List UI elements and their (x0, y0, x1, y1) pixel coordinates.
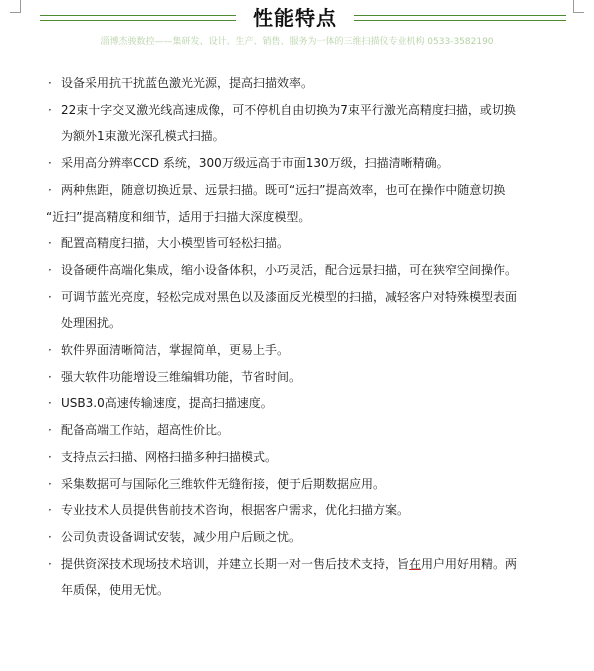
feature-item (48, 230, 568, 257)
feature-text-continuation: “近扫”提高精度和细节，适用于扫描大深度模型。 (46, 209, 311, 224)
feature-text: 用户用好用精。两 (421, 556, 518, 571)
feature-item (48, 97, 568, 150)
bullet-dot: · (48, 262, 52, 277)
feature-text: USB3.0高速传输速度，提高扫描速度。 (61, 396, 273, 411)
crop-mark-right (573, 0, 584, 13)
feature-item (48, 551, 568, 604)
feature-text: 设备硬件高端化集成，缩小设备体积，小巧灵活，配合远景扫描，可在狭窄空间操作。 (61, 262, 518, 277)
feature-text: 两种焦距，随意切换近景、远景扫描。既可“远扫”提高效率，也可在操作中随意切换 (61, 182, 506, 197)
bullet-dot: · (48, 396, 52, 411)
feature-text-continuation: 年质保，使用无忧。 (61, 583, 170, 598)
bullet-dot: · (48, 236, 52, 251)
feature-text: 采集数据可与国际化三维软件无缝衔接，便于后期数据应用。 (61, 476, 386, 491)
bullet-dot: · (48, 529, 52, 544)
feature-text: 配置高精度扫描，大小模型皆可轻松扫描。 (61, 236, 290, 251)
title-rule-left (40, 15, 236, 21)
bullet-dot: · (48, 503, 52, 518)
bullet-dot: · (48, 423, 52, 438)
feature-item (48, 364, 568, 391)
spellcheck-underlined-word: 在 (409, 556, 422, 571)
bullet-dot: · (48, 449, 52, 464)
page-title: 性能特点 (253, 6, 337, 30)
feature-text: 设备采用抗干扰蓝色激光光源，提高扫描效率。 (61, 76, 314, 90)
feature-text: 配备高端工作站，超高性价比。 (61, 423, 230, 438)
feature-text: 提供资深技术现场技术培训，并建立长期一对一售后技术支持，旨 (61, 556, 410, 571)
crop-mark-left (10, 0, 21, 13)
feature-text: 强大软件功能增设三维编辑功能，节省时间。 (61, 369, 302, 384)
feature-item (48, 150, 568, 177)
feature-text: 专业技术人员提供售前技术咨询，根据客户需求，优化扫描方案。 (61, 503, 410, 518)
feature-item (48, 444, 568, 471)
feature-item (48, 257, 568, 284)
bullet-dot: · (48, 76, 52, 90)
feature-item (48, 337, 568, 364)
feature-list (48, 70, 568, 604)
bullet-dot: · (48, 102, 52, 117)
feature-text: 可调节蓝光亮度，轻松完成对黑色以及漆面反光模型的扫描，减轻客户对特殊模型表面 (61, 289, 518, 304)
feature-text-continuation: 处理困扰。 (61, 316, 122, 331)
feature-item (48, 177, 568, 230)
feature-item (48, 524, 568, 551)
bullet-dot: · (48, 556, 52, 571)
company-tagline: 淄博杰骏数控——集研发、设计、生产、销售、服务为一体的三维扫描仪专业机构 0533-3582190 (100, 37, 494, 47)
title-rule-right (354, 15, 566, 21)
feature-text: 公司负责设备调试安装，减少用户后顾之忧。 (61, 529, 302, 544)
feature-text: 采用高分辨率CCD 系统，300万级远高于市面130万级，扫描清晰精确。 (61, 156, 449, 171)
bullet-dot: · (48, 476, 52, 491)
feature-item (48, 390, 568, 417)
feature-text: 支持点云扫描、网格扫描多种扫描模式。 (61, 449, 278, 464)
bullet-dot: · (48, 343, 52, 358)
feature-text: 22束十字交叉激光线高速成像，可不停机自由切换为7束平行激光高精度扫描，或切换 (61, 102, 516, 117)
feature-item (48, 284, 568, 337)
feature-item (48, 70, 568, 97)
document-header (0, 0, 594, 52)
bullet-dot: · (48, 369, 52, 384)
feature-text-continuation: 为额外1束激光深孔模式扫描。 (61, 129, 225, 144)
feature-text: 软件界面清晰简洁，掌握简单，更易上手。 (61, 343, 290, 358)
feature-item (48, 471, 568, 498)
feature-item (48, 497, 568, 524)
bullet-dot: · (48, 182, 52, 197)
feature-item (48, 417, 568, 444)
bullet-dot: · (48, 289, 52, 304)
bullet-dot: · (48, 156, 52, 171)
